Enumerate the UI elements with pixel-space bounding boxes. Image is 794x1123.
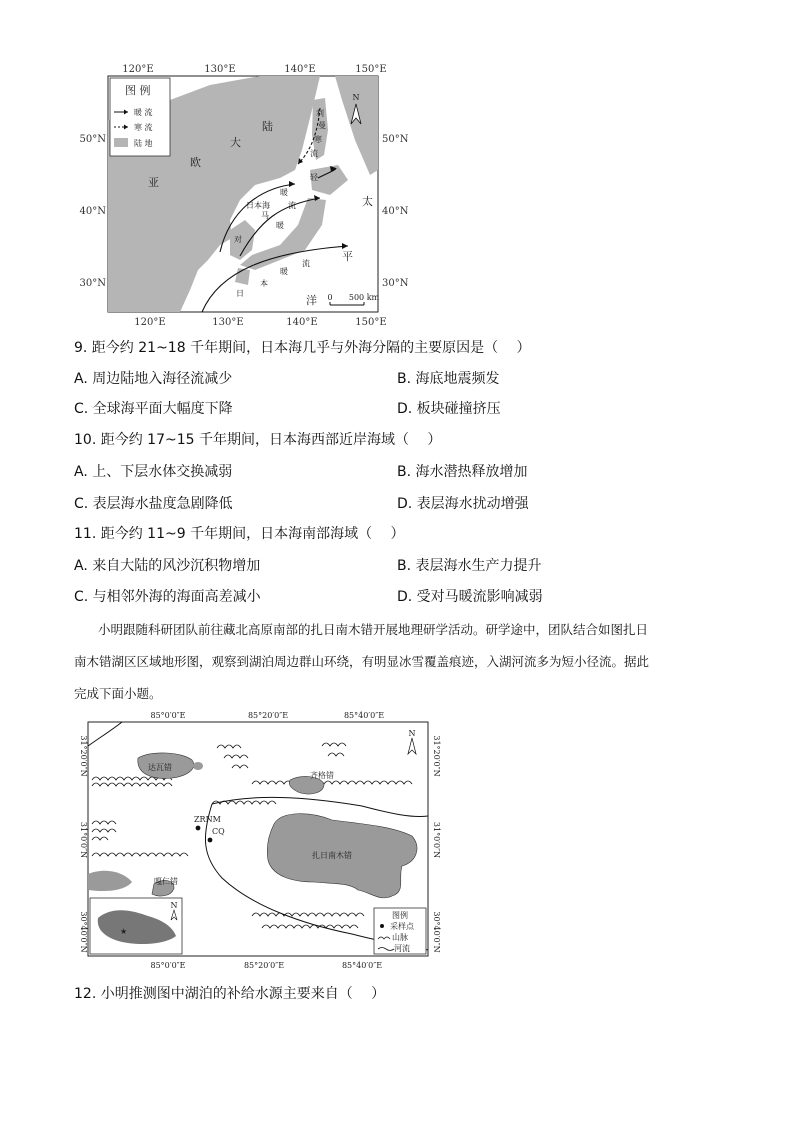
question-10-option-c[interactable]: C. 表层海水盐度急剧降低: [74, 496, 233, 512]
question-11-option-c[interactable]: C. 与相邻外海的海面高差减小: [74, 589, 261, 605]
svg-text:N: N: [408, 729, 416, 738]
svg-text:30°40′0″N: 30°40′0″N: [79, 911, 88, 953]
svg-text:欧: 欧: [190, 156, 201, 169]
map2-right-ticks: [432, 735, 441, 952]
paragraph-line-2: 南木错湖区区域地形图，观察到湖泊周边群山环绕，有明显冰雪覆盖痕迹，入湖河流多为短小径流。据此: [74, 654, 650, 669]
svg-text:85°20′0″E: 85°20′0″E: [247, 711, 289, 720]
svg-text:120°E: 120°E: [134, 317, 166, 328]
japan-sea-map: [79, 60, 409, 330]
question-9-option-d[interactable]: D. 板块碰撞挤压: [397, 401, 501, 417]
svg-text:ZRNM: ZRNM: [194, 815, 221, 824]
svg-text:采样点: 采样点: [390, 922, 414, 931]
question-9-stem: 9. 距今约 21~18 千年期间，日本海几乎与外海分隔的主要原因是（ ）: [74, 340, 531, 356]
svg-text:扎日南木错: 扎日南木错: [312, 851, 352, 860]
svg-text:85°40′0″E: 85°40′0″E: [341, 961, 383, 970]
paragraph-line-1: 小明跟随科研团队前往藏北高原南部的扎日南木错开展地理研学活动。研学途中，团队结合如图扎日: [98, 622, 649, 637]
svg-text:暖: 暖: [276, 221, 284, 230]
svg-text:轻: 轻: [310, 173, 318, 182]
svg-text:本: 本: [260, 279, 268, 288]
svg-text:40°N: 40°N: [79, 206, 106, 217]
svg-text:130°E: 130°E: [212, 317, 244, 328]
svg-text:85°0′0″E: 85°0′0″E: [150, 711, 186, 720]
svg-text:亚: 亚: [148, 176, 159, 189]
svg-text:140°E: 140°E: [286, 317, 318, 328]
map2-bottom-ticks: [150, 961, 382, 970]
svg-text:陆: 陆: [262, 120, 273, 133]
question-10-stem: 10. 距今约 17~15 千年期间，日本海西部近岸海域（ ）: [74, 432, 442, 448]
svg-text:流: 流: [288, 201, 296, 210]
svg-text:日本海: 日本海: [246, 201, 270, 210]
svg-text:150°E: 150°E: [355, 317, 387, 328]
svg-text:CQ: CQ: [212, 827, 225, 836]
svg-text:河流: 河流: [394, 944, 410, 953]
svg-text:暖 流: 暖 流: [134, 108, 153, 117]
svg-text:平: 平: [342, 250, 353, 263]
svg-text:30°N: 30°N: [79, 278, 106, 289]
svg-text:30°40′0″N: 30°40′0″N: [432, 911, 441, 953]
svg-text:日: 日: [236, 289, 244, 298]
tibet-inset-map: [90, 898, 182, 954]
question-9-option-b[interactable]: B. 海底地震频发: [397, 371, 500, 387]
svg-text:31°20′0″N: 31°20′0″N: [432, 735, 441, 777]
question-10-option-d[interactable]: D. 表层海水扰动增强: [397, 496, 529, 512]
right-ticks: [382, 134, 409, 289]
svg-text:150°E: 150°E: [355, 64, 387, 75]
svg-text:50°N: 50°N: [382, 134, 409, 145]
map2-top-ticks: [150, 711, 384, 720]
svg-text:85°0′0″E: 85°0′0″E: [150, 961, 186, 970]
question-11-option-d[interactable]: D. 受对马暖流影响减弱: [397, 589, 543, 605]
sample-point-cq: [208, 838, 213, 843]
svg-text:85°40′0″E: 85°40′0″E: [343, 711, 385, 720]
svg-text:达瓦错: 达瓦错: [148, 763, 172, 772]
question-11-option-b[interactable]: B. 表层海水生产力提升: [397, 558, 542, 574]
svg-text:齐格错: 齐格错: [310, 771, 334, 780]
svg-text:31°20′0″N: 31°20′0″N: [79, 735, 88, 777]
svg-text:0: 0: [327, 293, 333, 302]
svg-text:嘎仁错: 嘎仁错: [154, 877, 178, 886]
svg-text:曼: 曼: [318, 121, 326, 130]
question-10-option-b[interactable]: B. 海水潜热释放增加: [397, 464, 528, 480]
svg-text:暖: 暖: [280, 267, 288, 276]
paragraph-line-3: 完成下面小题。: [74, 686, 162, 701]
top-ticks: [122, 64, 386, 75]
svg-text:暖: 暖: [280, 188, 288, 197]
svg-text:大: 大: [230, 136, 241, 149]
svg-text:31°0′0″N: 31°0′0″N: [432, 821, 441, 859]
svg-text:N: N: [352, 93, 360, 102]
svg-text:山脉: 山脉: [392, 933, 408, 942]
map2-left-ticks: [79, 735, 88, 952]
zari-namco-map: [62, 706, 452, 978]
question-11-option-a[interactable]: A. 来自大陆的风沙沉积物增加: [74, 558, 261, 574]
svg-text:流: 流: [310, 149, 318, 158]
svg-text:洋: 洋: [306, 294, 317, 307]
svg-text:★: ★: [120, 927, 128, 936]
question-11-stem: 11. 距今约 11~9 千年期间，日本海南部海域（ ）: [74, 526, 405, 542]
question-10-option-a[interactable]: A. 上、下层水体交换减弱: [74, 464, 233, 480]
svg-text:对: 对: [234, 235, 242, 244]
svg-text:31°0′0″N: 31°0′0″N: [79, 821, 88, 859]
svg-text:陆 地: 陆 地: [134, 139, 153, 148]
svg-text:N: N: [170, 901, 178, 910]
sample-point-zrnm: [196, 826, 201, 831]
left-ticks: [80, 134, 107, 289]
map1-legend: [110, 78, 170, 156]
svg-text:50°N: 50°N: [79, 134, 106, 145]
svg-text:120°E: 120°E: [122, 64, 154, 75]
svg-text:图 例: 图 例: [125, 84, 151, 97]
svg-text:图例: 图例: [392, 911, 408, 920]
question-12-stem: 12. 小明推测图中湖泊的补给水源主要来自（ ）: [74, 986, 386, 1002]
intro-paragraph: [74, 614, 734, 710]
svg-text:利: 利: [316, 109, 324, 118]
svg-text:85°20′0″E: 85°20′0″E: [243, 961, 285, 970]
svg-text:40°N: 40°N: [382, 206, 409, 217]
svg-text:140°E: 140°E: [284, 64, 316, 75]
question-9-option-c[interactable]: C. 全球海平面大幅度下降: [74, 401, 233, 417]
svg-text:马: 马: [261, 211, 269, 220]
svg-text:130°E: 130°E: [204, 64, 236, 75]
bottom-ticks: [134, 317, 386, 328]
svg-text:太: 太: [362, 195, 373, 208]
svg-text:500 km: 500 km: [348, 293, 380, 302]
map2-legend: [374, 908, 426, 954]
svg-text:流: 流: [302, 259, 310, 268]
svg-text:寒 流: 寒 流: [134, 123, 153, 132]
question-9-option-a[interactable]: A. 周边陆地入海径流减少: [74, 371, 233, 387]
svg-text:30°N: 30°N: [382, 278, 409, 289]
svg-text:寒: 寒: [314, 135, 322, 144]
